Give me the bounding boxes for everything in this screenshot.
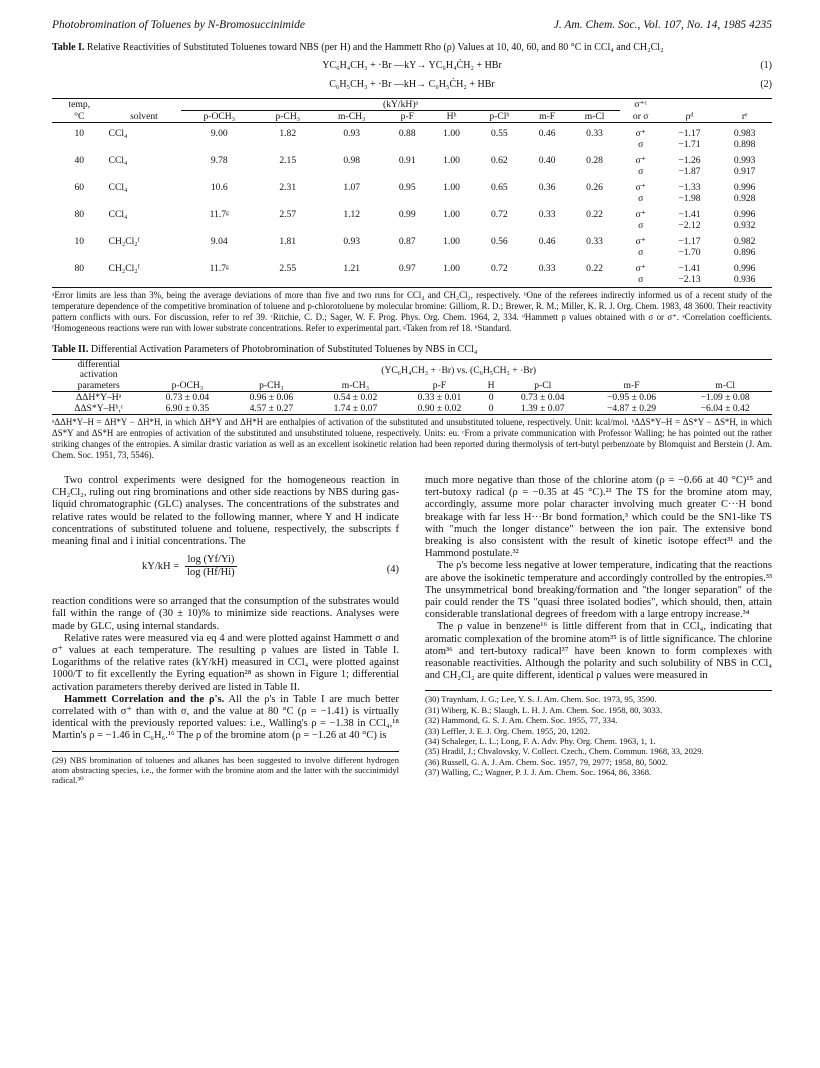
table1-sigma-cell: σ: [620, 274, 662, 288]
table1-value-cell: 11.7ᵍ: [209, 209, 229, 220]
table1-value-cell: 0.40: [538, 155, 556, 166]
table1-empty-cell: [52, 166, 107, 177]
reference-item: (30) Traynham, J. G.; Lee, Y. S. J. Am. Chem. Soc. 1973, 95, 3590.: [425, 694, 657, 705]
table1-empty-cell: [107, 247, 182, 258]
footnote-29: (29) NBS bromination of toluenes and alkanes has been suggested to involve different hydrogen atom abstracting species, i.e., the former with the bromine atom and the latter with the succinimidyl radical.³⁰: [52, 751, 399, 786]
table1-empty-cell: [107, 139, 182, 150]
table2-param-header: [52, 360, 145, 381]
table1-column-header: solvent: [107, 111, 182, 123]
table1-empty-cell: [385, 193, 429, 204]
table1-r-cell: 0.982: [733, 236, 756, 247]
table1-empty-cell: [107, 193, 182, 204]
table2-column-header: p-F: [397, 380, 481, 392]
table1-empty-cell: [474, 166, 525, 177]
table1-label: Table I.: [52, 42, 85, 53]
running-header: [52, 14, 772, 36]
table1-empty-cell: [525, 139, 569, 150]
table1-sigma-cell: σ⁺: [635, 182, 646, 193]
table2-value-cell: 1.74 ± 0.07: [313, 403, 397, 415]
table1-empty-cell: [318, 139, 385, 150]
table2-value-cell: 0: [488, 392, 494, 403]
table1-value-cell: 1.21: [343, 263, 361, 274]
table2-label: Table II.: [52, 344, 89, 355]
table2-value-cell: 0.96 ± 0.06: [249, 392, 294, 403]
table1-empty-cell: [429, 247, 473, 258]
table1-column-header: p-Clᵇ: [474, 111, 525, 123]
table2-row-label: ΔΔS*Y–Hᵇ,ᶜ: [52, 403, 145, 415]
table1-caption-text: Relative Reactivities of Substituted Toluenes toward NBS (per H) and the Hammett Rho (ρ) Values at 10, 40, 60, and 80 °C in CCl₄ and CH₂Cl₂: [84, 42, 664, 53]
paragraph: The ρ's become less negative at lower temperature, indicating that the reactions are above the isokinetic temperature and accordingly controlled by the entropies.³³ The unsymmetrical bond breaking/formation and "the longer separation" of the pair could render the TS "quasi three isolated bodies", which should, then, attain considerable translational degrees of freedom with a large entropy increase.³⁴: [425, 560, 772, 621]
table1-value-cell: 9.04: [210, 236, 228, 247]
table1-empty-cell: [318, 274, 385, 288]
table1-value-cell: 0.33: [586, 236, 603, 247]
table-row: [52, 392, 772, 404]
table1-value-cell: 9.78: [210, 155, 228, 166]
table1-empty-cell: [107, 220, 182, 231]
table1-rho-cell: −1.70: [678, 247, 701, 258]
table1-value-cell: 1.07: [343, 182, 361, 193]
table1-sigma-cell: σ⁺: [635, 155, 646, 166]
table1-column-header: or σ: [620, 111, 662, 123]
table1-solvent-cell: CCl₄: [108, 182, 128, 193]
table1-empty-cell: [474, 247, 525, 258]
table1-r-cell: 0.917: [733, 166, 756, 177]
table1-value-cell: 2.55: [279, 263, 297, 274]
table2-row-label: ΔΔH*Y–Hᵃ: [76, 392, 122, 403]
table1-empty-cell: [181, 274, 257, 288]
table2-body: [52, 392, 772, 415]
table1-empty-cell: [385, 274, 429, 288]
table2-value-cell: −4.87 ± 0.29: [585, 403, 679, 415]
table1-r-cell: 0.996: [733, 182, 756, 193]
equation-2-text: C₆H₅CH₃ + ·Br —kH→ C₆H₅ĊH₂ + HBr: [329, 79, 495, 90]
table1-empty-cell: [181, 166, 257, 177]
table1-caption: [52, 42, 772, 54]
table1-rho-cell: −1.17: [678, 128, 701, 139]
table1-rho-cell: −2.12: [678, 220, 701, 231]
table1-empty-cell: [318, 247, 385, 258]
table2-span-header: (YC₆H₄CH₃ + ·Br) vs. (C₆H₅CH₃ + ·Br): [145, 360, 772, 381]
table2-caption-text: Differential Activation Parameters of Photobromination of Substituted Toluenes by NBS in CCl₄: [88, 344, 478, 355]
table1-column-header: p-CH₃: [257, 111, 318, 123]
table1-value-cell: 0.33: [586, 128, 603, 139]
table1-solvent-cell: CH₂Cl₂ᶠ: [108, 236, 140, 247]
table1-value-cell: 0.33: [538, 263, 556, 274]
table1-column-header: rᵉ: [717, 111, 772, 123]
table1-rho-cell: −1.26: [678, 155, 701, 166]
table1-value-cell: 1.00: [443, 236, 460, 247]
table1-header-cell: σ⁺ᶜ: [620, 99, 662, 111]
table1-empty-cell: [525, 274, 569, 288]
table1-empty-cell: [385, 166, 429, 177]
reference-item: (32) Hammond, G. S. J. Am. Chem. Soc. 1955, 77, 334.: [425, 715, 618, 726]
table1-value-cell: 0.93: [343, 128, 361, 139]
table1-value-cell: 2.31: [279, 182, 297, 193]
table1-r-cell: 0.993: [733, 155, 756, 166]
paragraph: [52, 694, 399, 743]
table1-value-cell: 1.00: [443, 263, 460, 274]
table1-value-cell: 0.33: [538, 209, 556, 220]
table2-column-header: p-CH₃: [229, 380, 313, 392]
table1-value-cell: 9.00: [210, 128, 228, 139]
table1-empty-cell: [257, 247, 318, 258]
paragraph: The ρ value in benzene¹⁶ is little different from that in CCl₄, indicating that aromatic complexation of the bromine atom³⁵ is of little significance. The chlorine atom³⁶ and tert-butoxy radical³⁷ have been known to form complexes with reasonable reactivities. Although the polarity and such solubility of NBS in CCl₄ and CH₂Cl₂ are quite different, identical ρ values were measured in: [425, 621, 772, 682]
references-list: [425, 690, 772, 777]
table1-value-cell: 0.72: [490, 263, 508, 274]
equation-1-text: YC₆H₄CH₃ + ·Br —kY→ YC₆H₄ĊH₂ + HBr: [322, 60, 502, 71]
table2-param-header-line: differential: [77, 359, 120, 370]
table1-value-cell: 0.46: [538, 236, 556, 247]
table2-header-row-2: [52, 380, 772, 392]
table-row: [52, 274, 772, 288]
equation-4-fraction: [185, 554, 237, 579]
table1-rho-cell: −1.71: [678, 139, 701, 150]
table1-empty-cell: [429, 193, 473, 204]
table2-value-cell: 6.90 ± 0.35: [145, 403, 229, 415]
table1-empty-cell: [429, 274, 473, 288]
table1-sigma-cell: σ⁺: [635, 263, 646, 274]
journal-citation: J. Am. Chem. Soc., Vol. 107, No. 14, 1985 4235: [553, 19, 772, 31]
table1-value-cell: 0.46: [538, 128, 556, 139]
table-row: [52, 220, 772, 231]
table1-empty-cell: [257, 139, 318, 150]
equation-4-denominator: log (Hf/Hi): [187, 567, 235, 579]
table1-empty-cell: [474, 193, 525, 204]
table1-empty-cell: [474, 274, 525, 288]
table-row: [52, 193, 772, 204]
table1-empty-cell: [429, 139, 473, 150]
table2-header-row-1: [52, 360, 772, 381]
table1-value-cell: 0.26: [586, 182, 603, 193]
table1-value-cell: 0.93: [343, 236, 361, 247]
table1-value-cell: 0.99: [398, 209, 416, 220]
table1-rho-cell: −1.33: [678, 182, 701, 193]
table1-sigma-cell: σ: [638, 247, 644, 258]
table1-empty-cell: [474, 139, 525, 150]
table1: [52, 98, 772, 288]
table1-solvent-cell: CCl₄: [108, 128, 128, 139]
table2: [52, 359, 772, 415]
table1-temp-cell: 10: [74, 236, 85, 247]
table1-value-cell: 0.36: [538, 182, 556, 193]
table2-caption: [52, 344, 772, 356]
table1-empty-cell: [569, 139, 620, 150]
table1-empty-cell: [257, 274, 318, 288]
table1-r-cell: 0.983: [733, 128, 756, 139]
table1-column-header: Hʰ: [429, 111, 473, 123]
table1-empty-cell: [569, 220, 620, 231]
table1-header-row-1: [52, 99, 772, 111]
table-row: [52, 231, 772, 247]
table1-column-header: m-F: [525, 111, 569, 123]
running-title: Photobromination of Toluenes by N-Bromosuccinimide: [52, 19, 305, 31]
table1-empty-cell: [52, 247, 107, 258]
table1-value-cell: 0.95: [398, 182, 416, 193]
table1-rho-cell: −1.98: [678, 193, 701, 204]
table1-rho-cell: −1.87: [678, 166, 701, 177]
table-row: [52, 150, 772, 166]
table1-value-cell: 0.22: [586, 209, 603, 220]
table1-empty-cell: [569, 274, 620, 288]
paragraph-text: All the ρ's in Table I are much better correlated with σ⁺ than with σ, and the value at 80 °C (ρ = −1.41) is virtually identical with the previously reported values: i.e., Walling's ρ = −1.38 in CCl₄,¹⁸ Martin's ρ = −1.46 in C₆H₆.¹⁶ The ρ of the bromine atom (ρ = −1.26 at 40 °C) is: [52, 693, 399, 742]
equation-1: [52, 60, 772, 79]
table1-temp-cell: 40: [74, 155, 85, 166]
table1-column-header: p-OCH₃: [181, 111, 257, 123]
table1-empty-cell: [525, 193, 569, 204]
table1-empty-cell: [385, 220, 429, 231]
table1-value-cell: 0.55: [490, 128, 508, 139]
table-row: [52, 166, 772, 177]
equation-2-number: (2): [760, 79, 772, 90]
table1-sigma-cell: σ: [638, 193, 644, 204]
table1-value-cell: 2.15: [279, 155, 297, 166]
left-column: [52, 475, 399, 786]
table1-empty-cell: [318, 220, 385, 231]
table1-empty-cell: [318, 193, 385, 204]
table1-header-cell: [717, 99, 772, 111]
table1-r-cell: 0.896: [733, 247, 756, 258]
table1-empty-cell: [181, 220, 257, 231]
table1-value-cell: 10.6: [210, 182, 228, 193]
table1-value-cell: 1.00: [443, 128, 460, 139]
equation-2: [52, 79, 772, 98]
table1-empty-cell: [385, 247, 429, 258]
table2-value-cell: 0: [481, 403, 500, 415]
table1-empty-cell: [52, 274, 107, 288]
reference-item: (33) Leffler, J. E. J. Org. Chem. 1955, 20, 1202.: [425, 725, 590, 736]
table1-r-cell: 0.898: [733, 139, 756, 150]
table1-empty-cell: [429, 166, 473, 177]
table1-column-header: m-Cl: [569, 111, 620, 123]
table2-column-header: p-Cl: [501, 380, 585, 392]
table1-rho-cell: −1.41: [678, 263, 701, 274]
table1-solvent-cell: CH₂Cl₂ᶠ: [108, 263, 140, 274]
table1-header-cell: [107, 99, 182, 111]
table2-column-header: m-Cl: [678, 380, 772, 392]
table1-footnotes: ᵃError limits are less than 3%, being the average deviations of more than five and two runs for CCl₄ and CH₂Cl₂, respectively. ᵇOne of the referees indirectly informed us of a recent study of the temperature dependence of the competitive bromination of toluene and p-chlorotoluene by molecular bromine: Gilliom, R. D.; Brewer, R. M.; Miller, K. R. J. Org. Chem. 1983, 48 3600. Their reactivity pattern conflicts with ours. For discussion, refer to ref 39. ᶜRitchie, C. D.; Sager, W. F. Prog. Phys. Org. Chem. 1964, 2, 334. ᵈHammett ρ values obtained with σ or σ⁺. ᵉCorrelation coefficients. ᶠHomogeneous reactions were run with lower substrate concentrations. Refer to experimental part. ᵍTaken from ref 18. ʰStandard.: [52, 290, 772, 333]
table1-sigma-cell: σ⁺: [635, 209, 646, 220]
table1-empty-cell: [52, 139, 107, 150]
table1-body: [52, 123, 772, 288]
table1-empty-cell: [52, 220, 107, 231]
table1-header-row-2: [52, 111, 772, 123]
table2-value-cell: 0.33 ± 0.01: [417, 392, 462, 403]
table1-empty-cell: [429, 220, 473, 231]
table1-column-header: ρᵈ: [662, 111, 718, 123]
table1-value-cell: 0.65: [490, 182, 508, 193]
table1-value-cell: 1.81: [279, 236, 297, 247]
table1-sigma-cell: σ⁺: [635, 128, 646, 139]
journal-page: [52, 14, 772, 786]
table1-empty-cell: [257, 166, 318, 177]
reaction-equations: [52, 60, 772, 98]
table1-temp-cell: 80: [74, 209, 85, 220]
table1-r-cell: 0.996: [733, 263, 756, 274]
table2-value-cell: 0.73 ± 0.04: [165, 392, 210, 403]
table1-column-header: p-F: [385, 111, 429, 123]
table2-footnotes: ᵃΔΔH*Y–H = ΔH*Y − ΔH*H, in which ΔH*Y and ΔH*H are enthalpies of activation of the substituted and unsubstituted toluene, respectively. Unit: kcal/mol. ᵇΔΔS*Y–H = ΔS*Y − ΔS*H, in which ΔS*Y and ΔS*H are entropies of activation of the substituted and unsubstituted toluene, respectively. Units: eu. ᶜFrom a private communication with Professor Walling; he has pointed out the rather striking changes of the entropies. A similar drastic variation as well as an excellent isokinetic relation had been reported during thermolysis of tert-butyl perbenzoate by Blomquist and Berstein (J. Am. Chem. Soc. 1951, 73, 5546).: [52, 417, 772, 460]
table1-value-cell: 0.87: [398, 236, 416, 247]
table-row: [52, 403, 772, 415]
table1-empty-cell: [107, 274, 182, 288]
table1-column-header: °C: [52, 111, 107, 123]
table2-value-cell: 0.73 ± 0.04: [520, 392, 565, 403]
table1-value-cell: 0.88: [398, 128, 416, 139]
paragraph: much more negative than those of the chlorine atom (ρ = −0.66 at 40 °C)¹⁵ and tert-butoxy radical (ρ = −0.35 at 45 °C).²¹ The TS for the bromine atom may, accordingly, assume more polar character involving much greater C···H bond breakage with far less H···Br bond formation,³ which could be the SN1-like TS with "much the longer distance" between the ion pair. The extensive bond breaking is also consistent with the result of kinetic isotope effect³¹ and the Hammond postulate.³²: [425, 475, 772, 560]
table1-value-cell: 1.12: [343, 209, 361, 220]
equation-4-body: [142, 554, 237, 579]
equation-4-lhs: kY/kH =: [142, 560, 180, 572]
equation-4-number: (4): [386, 564, 399, 576]
table1-solvent-cell: CCl₄: [108, 209, 128, 220]
table1-rho-cell: −1.41: [678, 209, 701, 220]
table1-r-cell: 0.928: [733, 193, 756, 204]
table1-temp-cell: 10: [74, 128, 85, 139]
table2-param-header-line: parameters: [52, 380, 145, 392]
table2-value-cell: 0.90 ± 0.02: [397, 403, 481, 415]
table1-sigma-cell: σ: [638, 139, 644, 150]
table2-value-cell: 0.54 ± 0.02: [333, 392, 378, 403]
reference-item: (35) Hradil, J.; Chvalovsky, V. Collect. Czech., Chem. Commun. 1968, 33, 2029.: [425, 746, 704, 757]
table1-r-cell: 0.996: [733, 209, 756, 220]
table1-value-cell: 1.82: [279, 128, 297, 139]
table1-empty-cell: [474, 220, 525, 231]
table1-r-cell: 0.936: [717, 274, 772, 288]
equation-4: [52, 552, 399, 592]
table1-temp-cell: 80: [74, 263, 85, 274]
table-row: [52, 123, 772, 140]
table2-value-cell: 4.57 ± 0.27: [229, 403, 313, 415]
table2-column-header: m-F: [585, 380, 679, 392]
reference-item: (37) Walling, C.; Wagner, P. J. J. Am. Chem. Soc. 1964, 86, 3368.: [425, 767, 652, 778]
table1-value-cell: 0.91: [398, 155, 416, 166]
table1-column-header: m-CH₃: [318, 111, 385, 123]
table1-empty-cell: [107, 166, 182, 177]
table1-empty-cell: [257, 220, 318, 231]
table2-value-cell: −0.95 ± 0.06: [607, 392, 657, 403]
table1-empty-cell: [385, 139, 429, 150]
paragraph: Relative rates were measured via eq 4 and were plotted against Hammett σ and σ⁺ values at each temperature. The resulting ρ values are listed in Table I. Logarithms of the relative rates (kY/kH) measured in CCl₄ were plotted against 1000/T to fit excellently the Eyring equation²⁸ as shown in Figure 1; differential activation parameters thereby derived are listed in Table II.: [52, 632, 399, 693]
table1-solvent-cell: CCl₄: [108, 155, 128, 166]
table1-rho-cell: −1.17: [678, 236, 701, 247]
table1-value-cell: 0.22: [586, 263, 603, 274]
table1-value-cell: 0.98: [343, 155, 361, 166]
table1-empty-cell: [525, 220, 569, 231]
table1-empty-cell: [52, 193, 107, 204]
body-columns: [52, 475, 772, 786]
table-row: [52, 258, 772, 274]
table1-empty-cell: [318, 166, 385, 177]
table1-empty-cell: [569, 193, 620, 204]
table1-header-cell: temp,: [52, 99, 107, 111]
equation-4-numerator: log (Yf/Yi): [185, 554, 237, 567]
table2-column-header: p-OCH₃: [145, 380, 229, 392]
table2-value-cell: 1.39 ± 0.07: [501, 403, 585, 415]
paragraph: Two control experiments were designed for the homogeneous reaction in CH₂Cl₂, ruling out ring brominations and other side reactions by NBS during gas-liquid chromatographic (GLC) analyses. The concentrations of the substrates and relative rates would be related to the following manner, where Y and H indicate concentrations of substituted toluene and toluene, respectively, the subscripts f meaning final and i initial concentrations. The: [52, 475, 399, 548]
table1-empty-cell: [569, 247, 620, 258]
table1-empty-cell: [525, 166, 569, 177]
table1-temp-cell: 60: [74, 182, 85, 193]
table1-value-cell: 0.28: [586, 155, 603, 166]
reference-item: (31) Wiberg, K. B.; Slaugh, L. H. J. Am. Chem. Soc. 1958, 80, 3033.: [425, 704, 663, 715]
table1-rho-cell: −2.13: [662, 274, 718, 288]
table1-value-cell: 1.00: [443, 182, 460, 193]
table1-sigma-cell: σ: [638, 166, 644, 177]
table-row: [52, 204, 772, 220]
table2-column-header: m-CH₃: [313, 380, 397, 392]
table1-empty-cell: [257, 193, 318, 204]
paragraph: reaction conditions were so arranged that the consumption of the substrates would fall within the range of (30 ± 10)% to minimize side reactions. Analyses were made by GLC, using internal standards.: [52, 596, 399, 632]
table-row: [52, 247, 772, 258]
table1-value-cell: 1.00: [443, 209, 460, 220]
table1-empty-cell: [525, 247, 569, 258]
table1-empty-cell: [181, 193, 257, 204]
table1-value-cell: 0.56: [490, 236, 508, 247]
table1-empty-cell: [569, 166, 620, 177]
table1-value-cell: 1.00: [443, 155, 460, 166]
table1-value-cell: 2.57: [279, 209, 297, 220]
table1-value-cell: 0.72: [490, 209, 508, 220]
table2-param-header-line: activation: [79, 369, 118, 380]
reference-item: (36) Russell, G. A. J. Am. Chem. Soc. 1957, 79, 2977; 1958, 80, 5002.: [425, 756, 668, 767]
table1-header-cell: [662, 99, 718, 111]
table1-sigma-cell: σ: [638, 220, 644, 231]
table2-value-cell: −6.04 ± 0.42: [678, 403, 772, 415]
table1-span-header: (kY/kH)ᵃ: [181, 99, 620, 111]
table1-r-cell: 0.932: [733, 220, 756, 231]
right-column: [425, 475, 772, 786]
equation-1-number: (1): [760, 60, 772, 71]
table-row: [52, 177, 772, 193]
table1-empty-cell: [181, 247, 257, 258]
table2-value-cell: −1.09 ± 0.08: [700, 392, 750, 403]
table2-column-header: H: [481, 380, 500, 392]
reference-item: (34) Schaleger, L. L.; Long, F. A. Adv. Phy. Org. Chem. 1963, 1, 1.: [425, 736, 656, 747]
section-heading: Hammett Correlation and the ρ's.: [64, 693, 225, 705]
table1-sigma-cell: σ⁺: [635, 236, 646, 247]
table1-empty-cell: [181, 139, 257, 150]
table1-value-cell: 0.62: [490, 155, 508, 166]
table-row: [52, 139, 772, 150]
table1-value-cell: 0.97: [398, 263, 416, 274]
table1-value-cell: 11.7ᵍ: [209, 263, 229, 274]
